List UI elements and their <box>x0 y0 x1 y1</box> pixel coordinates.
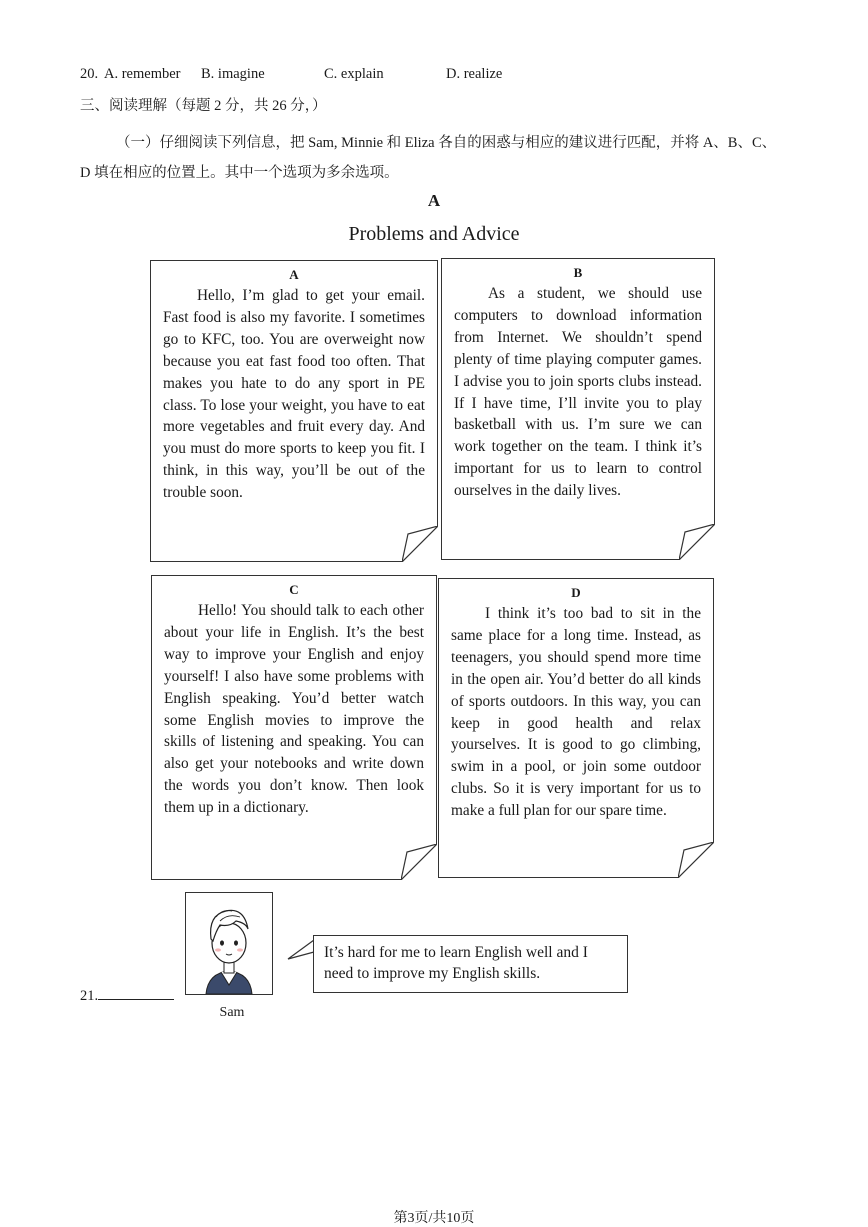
section-heading: 三、阅读理解（每题 2 分，共 26 分，） <box>80 98 327 114</box>
card-text: I think it’s too bad to sit in the same place for a long time. Instead, as teenagers, you should spend more time in the open air. You’d better do all kinds of sports outdoors. In this way, you can keep in good health and relax yourselves. It is good to go climbing, swim in a pool, or join some outdoor clubs. So it is very important for us to make a full plan for our spare time. <box>451 605 701 820</box>
instructions: （一）仔细阅读下列信息，把 Sam, Minnie 和 Eliza 各自的困惑与相应的建议进行匹配，并将 A、B、C、D 填在相应的位置上。其中一个选项为多余选项。 <box>80 135 777 181</box>
page-curl-icon <box>678 842 714 878</box>
speech-bubble <box>313 935 628 993</box>
card-label: D <box>571 585 581 600</box>
passage-title: Problems and Advice <box>348 223 520 245</box>
page-curl-icon <box>679 524 715 560</box>
card-text: As a student, we should use computers to download information from Internet. We shouldn’t spend plenty of time playing computer games. I advise you to join sports clubs instead. If I have time, I’ll invite you to play basketball with us. I’m sure we can work together on the team. I think it’s important for us to learn to control ourselves in the daily lives. <box>454 285 702 500</box>
card-label: B <box>573 265 583 280</box>
option-a: A. remember <box>104 66 181 82</box>
option-c: C. explain <box>324 66 384 82</box>
option-d: D. realize <box>446 66 503 82</box>
answer-blank[interactable] <box>98 985 174 1000</box>
card-label: A <box>289 267 299 282</box>
page-curl-icon <box>401 844 437 880</box>
boy-avatar-icon <box>186 893 272 994</box>
speech-text: It’s hard for me to learn English well and I need to improve my English skills. <box>324 944 588 982</box>
advice-card-c <box>151 575 437 880</box>
question-number: 20. <box>80 66 99 82</box>
card-label: C <box>289 582 299 597</box>
advice-card-a <box>150 260 438 562</box>
page-number: 第3页/共10页 <box>393 1211 475 1226</box>
question-21 <box>80 985 174 1005</box>
person-name: Sam <box>219 1005 245 1020</box>
page-curl-icon <box>402 526 438 562</box>
option-b: B. imagine <box>201 66 265 82</box>
advice-card-b <box>441 258 715 560</box>
sam-portrait <box>185 892 273 995</box>
card-text: Hello, I’m glad to get your email. Fast food is also my favorite. I sometimes go to KFC, too. You are overweight now because you eat fast food too often. That makes you hate to do any sport in PE class. To lose your weight, you have to eat more vegetables and fruit every day. And you must do more sports to keep you fit. I think, in this way, you’ll be out of the trouble soon. <box>163 287 425 502</box>
passage-letter: A <box>427 191 441 210</box>
card-text: Hello! You should talk to each other about your life in English. It’s the best way to improve your English and enjoy yourself! I also have some problems with English speaking. You’d better watch some English movies to improve the skills of listening and speaking. You can also get your notebooks and write down the words you don’t know. Then look them up in a dictionary. <box>164 602 424 817</box>
question-number: 21. <box>80 988 99 1004</box>
advice-card-d <box>438 578 714 878</box>
